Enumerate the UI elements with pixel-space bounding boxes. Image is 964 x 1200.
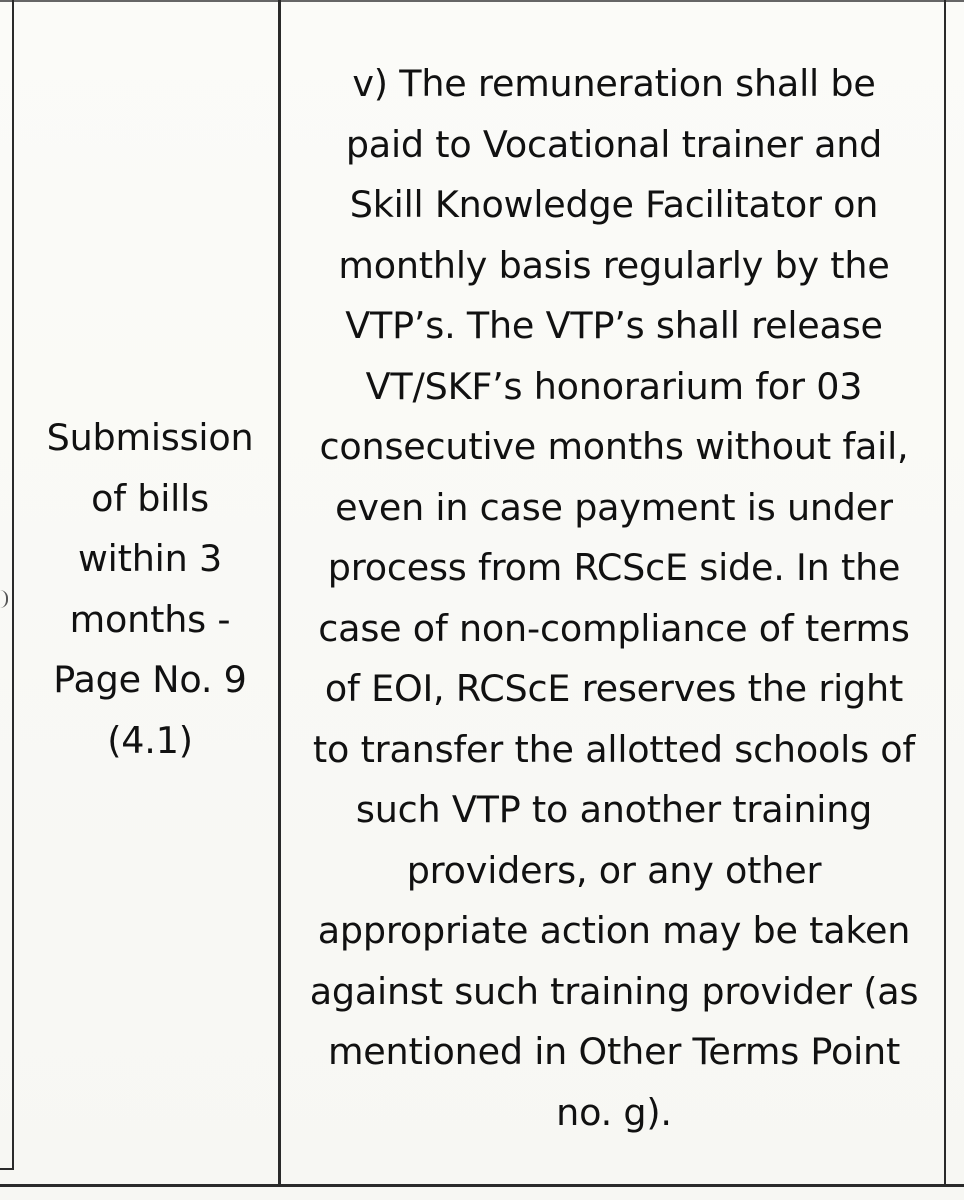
clause-line: to transfer the allotted schools of [312, 727, 916, 771]
left-cell-line: months - [69, 597, 231, 641]
left-cell-line: (4.1) [107, 718, 193, 762]
clause-line: process from RCScE side. In the [327, 546, 901, 589]
clause-line: case of non-compliance of terms [318, 606, 910, 650]
clause-line: monthly basis regularly by the [338, 243, 890, 287]
clause-line: against such training provider (as [309, 969, 919, 1013]
clause-line: providers, or any other [406, 848, 822, 892]
clause-line: no. g). [556, 1090, 672, 1134]
clause-line: VT/SKF’s honorarium for 03 [365, 364, 863, 408]
left-cell-line: Page No. 9 [53, 658, 247, 701]
clause-line: such VTP to another training [355, 788, 873, 831]
table-column-divider [278, 0, 281, 1186]
clause-line: Skill Knowledge Facilitator on [349, 183, 879, 226]
clause-line: mentioned in Other Terms Point [327, 1030, 901, 1073]
clause-line: v) The remuneration shall be [352, 62, 876, 105]
remuneration-clause-cell [283, 54, 945, 1143]
table-top-border [0, 0, 964, 2]
clause-line: consecutive months without fail, [319, 425, 909, 468]
table-left-border [12, 0, 14, 1168]
clause-line: even in case payment is under [335, 485, 893, 529]
clause-line: paid to Vocational trainer and [345, 122, 883, 166]
table-bottom-left-border [0, 1168, 14, 1170]
clause-line: VTP’s. The VTP’s shall release [345, 304, 883, 347]
left-cell-line: of bills [91, 476, 209, 520]
edge-bracket-mark [0, 590, 8, 608]
table-bottom-border [0, 1184, 964, 1187]
clause-line: of EOI, RCScE reserves the right [324, 667, 904, 710]
left-cell-line: within 3 [78, 537, 222, 580]
left-cell-line: Submission [46, 416, 254, 459]
submission-of-bills-cell [30, 408, 270, 771]
clause-line: appropriate action may be taken [317, 909, 911, 952]
